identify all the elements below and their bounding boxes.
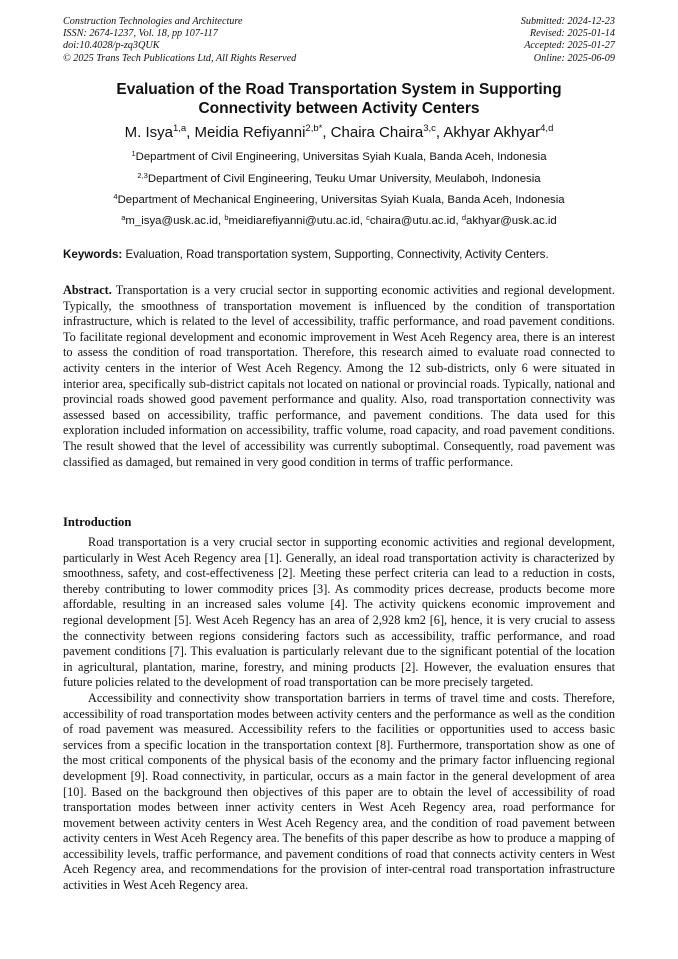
title-line-2: Connectivity between Activity Centers bbox=[198, 100, 480, 117]
paper-title bbox=[63, 80, 615, 118]
title-line-1: Evaluation of the Road Transportation System in Supporting bbox=[116, 81, 562, 98]
abstract bbox=[63, 283, 615, 470]
keywords bbox=[63, 247, 615, 262]
email-list: $^a$m_isya@usk.ac.id, $^b$meidiarefiyanni@utu.ac.id, $^c$chaira@utu.ac.id, $^d$akhyar@usk.ac.id bbox=[121, 213, 557, 227]
email-link[interactable]: chaira@utu.ac.id bbox=[369, 215, 456, 227]
online-date: Online: 2025-06-09 bbox=[533, 52, 615, 64]
keywords-text: Evaluation, Road transportation system, Supporting, Connectivity, Activity Centers. bbox=[125, 248, 549, 261]
affiliation-sup: 1 bbox=[131, 149, 136, 158]
running-header bbox=[63, 16, 615, 65]
keywords-label: Keywords: bbox=[63, 248, 123, 261]
author-sup: 1,a bbox=[172, 123, 187, 134]
journal-name: Construction Technologies and Architecture bbox=[63, 16, 243, 27]
introduction-body bbox=[63, 535, 615, 894]
author-sup: 4,d bbox=[540, 123, 554, 134]
email-link[interactable]: meidiarefiyanni@utu.ac.id bbox=[228, 215, 360, 227]
email-sup: c bbox=[366, 213, 370, 222]
affiliation-text: Department of Civil Engineering, Teuku Umar University, Meulaboh, Indonesia bbox=[147, 173, 541, 185]
author-sup: 2,b* bbox=[305, 123, 323, 134]
affiliation-sup: 2,3 bbox=[137, 171, 148, 180]
email-sup: b bbox=[224, 213, 229, 222]
submitted-date: Submitted: 2024-12-23 bbox=[520, 16, 615, 27]
accepted-date: Accepted: 2025-01-27 bbox=[524, 40, 615, 52]
affiliation-2 bbox=[63, 172, 615, 186]
affiliation-3 bbox=[63, 193, 615, 207]
paragraph: Road transportation is a very crucial sector in supporting economic activities and regional development, particularly in West Aceh Regency area [1]. Generally, an ideal road transportation activity is characterized by smoothness, safety, and cost-effectiveness [2]. Meeting these perfect criteria can lead to a reduction in costs, thereby contributing to lower commodity prices [3]. As commodity prices decrease, products become more affordable, resulting in an increased sales volume [4]. The activity quickens economic improvement and regional development [5]. West Aceh Regency has an area of 2,928 km2 [6], hence, it is very crucial to assess the connectivity between regions considering factors such as accessibility, traffic performance, and road pavement conditions [7]. This evaluation is particularly relevant due to the significant potential of the location in agricultural, plantation, marine, forestry, and mining products [2]. However, the evaluation ensures that future policies related to the development of road transportation can be more precisely targeted. bbox=[63, 535, 615, 690]
abstract-text: Transportation is a very crucial sector in supporting economic activities and regional development. Typically, the smoothness of transportation movement is influenced by the condition of transportation infrastructure, which is related to the level of accessibility, traffic performance, and road pavement conditions. To facilitate regional development and economic improvement in West Aceh Regency area, there is an interest to assess the condition of road transportation. Therefore, this research aimed to evaluate road connected to activity centers in the interior of West Aceh Regency. Among the 12 sub-districts, only 6 were situated in interior area, specifically sub-district capitals not located on national or provincial roads. Typically, national and provincial roads showed good pavement performance and quality. Also, road transportation connectivity was assessed based on accessibility, traffic performance, and pavement conditions. The data used for this exploration included information on accessibility, traffic volume, road capacity, and road pavement conditions. The result showed that the level of accessibility was currently suboptimal. Consequently, road pavement was classified as damaged, but remained in very good condition in terms of traffic performance. bbox=[63, 283, 616, 469]
paragraph: Accessibility and connectivity show transportation barriers in terms of travel time and costs. Therefore, accessibility of road transportation modes between activity centers and the performance as well as the condition of road pavement was measured. Accessibility refers to the facilities or opportunities used to access basic services from a specific location in the transportation context [8]. Furthermore, transportation show as one of the most critical components of the physical basis of the economy and the primary factor influencing regional development [9]. Road connectivity, in particular, occurs as a main factor in the general development of area [10]. Based on the background then objectives of this paper are to obtain the level of accessibility of road transportation modes between inner activity centers in West Aceh Regency area, road performance for movement between activity centers in West Aceh Regency area, and the condition of road pavement between activity centers in West Aceh Regency area. The benefits of this paper describe as how to produce a mapping of accessibility levels, traffic performance, and pavement conditions of road that connects activity centers in West Aceh Regency area, and recommendations for the provision of inter-central road transportation infrastructure activities in West Aceh Regency area. bbox=[63, 690, 615, 893]
author-name: Akhyar Akhyar bbox=[443, 124, 541, 141]
author-name: Chaira Chaira bbox=[330, 124, 424, 141]
affiliation-text: Department of Civil Engineering, Universitas Syiah Kuala, Banda Aceh, Indonesia bbox=[135, 151, 547, 163]
abstract-label: Abstract. bbox=[63, 283, 112, 297]
author-list: M. Isya$^{1,a}$, Meidia Refiyanni$^{2,b*}$, Chaira Chaira$^{3,c}$, Akhyar Akhyar$^{4,d}$ bbox=[124, 123, 554, 141]
revised-date: Revised: 2025-01-14 bbox=[529, 28, 615, 40]
email-sup: a bbox=[121, 213, 126, 222]
email-sup: d bbox=[461, 213, 467, 222]
doi[interactable]: doi:10.4028/p-zq3QUK bbox=[63, 40, 160, 52]
copyright: © 2025 Trans Tech Publications Ltd, All Rights Reserved bbox=[63, 52, 297, 64]
author-name: Meidia Refiyanni bbox=[194, 124, 306, 141]
affiliation-text: Department of Mechanical Engineering, Universitas Syiah Kuala, Banda Aceh, Indonesia bbox=[117, 194, 565, 206]
affiliation-1 bbox=[63, 150, 615, 164]
author-name: M. Isya bbox=[124, 124, 173, 141]
affiliation-sup: 4 bbox=[113, 192, 118, 201]
introduction-heading: Introduction bbox=[63, 515, 132, 529]
email-link[interactable]: m_isya@usk.ac.id bbox=[125, 215, 219, 227]
issn: ISSN: 2674-1237, Vol. 18, pp 107-117 bbox=[63, 28, 218, 40]
email-link[interactable]: akhyar@usk.ac.id bbox=[466, 215, 557, 227]
author-sup: 3,c bbox=[423, 123, 436, 134]
